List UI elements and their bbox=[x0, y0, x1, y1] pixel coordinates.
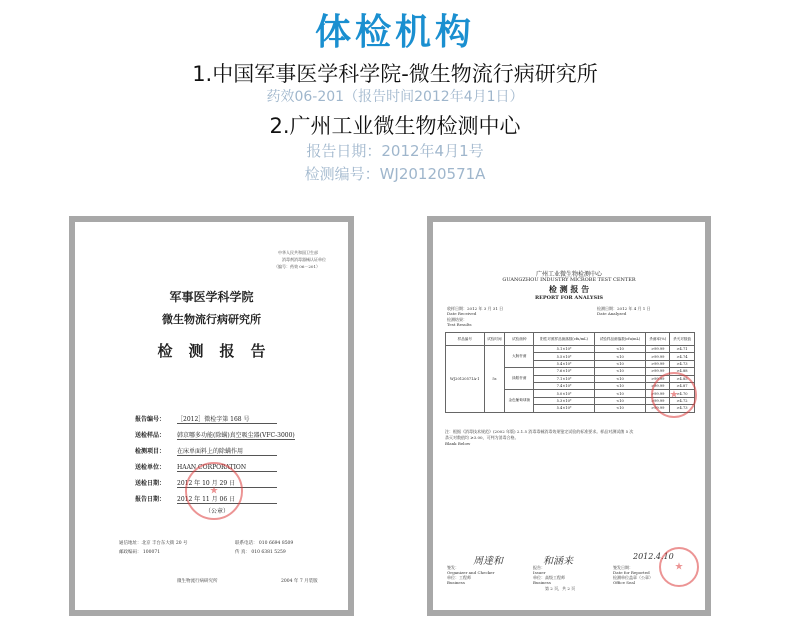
table-cell: <10 bbox=[594, 382, 646, 389]
table-cell: >4.72 bbox=[670, 397, 695, 404]
date-received-en: Date Received bbox=[447, 311, 477, 316]
contact-fax: 传 真： 010 6381 5259 bbox=[235, 550, 286, 555]
sig-unit-3: 检测单位盖章（公章） bbox=[613, 575, 653, 580]
signature-date: 2012.4.10 bbox=[633, 552, 674, 561]
red-seal-icon bbox=[651, 372, 697, 418]
table-cell: 5.0×10⁶ bbox=[534, 390, 594, 397]
table-row bbox=[446, 346, 695, 353]
contact-tel: 联系电话： 010 6694 8509 bbox=[235, 541, 294, 546]
table-cell: 7.1×10⁶ bbox=[534, 375, 594, 382]
sig-2-label: 报告： bbox=[533, 565, 545, 570]
table-cell: >4.85 bbox=[670, 375, 695, 382]
date-analyzed-en: Date Analyzed bbox=[597, 311, 627, 316]
table-cell: <10 bbox=[594, 405, 646, 412]
org2-name: 2.广州工业微生物检测中心 bbox=[269, 114, 521, 138]
cert-heading-1: 军事医学科学院 bbox=[169, 290, 254, 304]
table-header-row bbox=[446, 333, 695, 346]
table-cell: >99.99 bbox=[646, 382, 670, 389]
signature-2-icon: 和涵来 bbox=[543, 556, 573, 567]
cert-heading-2: 微生物流行病研究所 bbox=[162, 313, 261, 326]
sig-unit-2-en: Business bbox=[533, 580, 551, 585]
sig-3-en: Date for Reported bbox=[613, 570, 650, 575]
certificate-right bbox=[433, 222, 705, 610]
col-header: 杀菌率(%) bbox=[646, 333, 670, 346]
blank-below: Blank Below bbox=[445, 441, 471, 446]
table-cell: >99.99 bbox=[646, 346, 670, 353]
col-header: 试验时间 bbox=[484, 333, 505, 346]
table-cell: >99.99 bbox=[646, 397, 670, 404]
table-cell: 5.3×10⁶ bbox=[534, 397, 594, 404]
sig-unit-2: 单位：高级工程师 bbox=[533, 575, 565, 580]
footer-date: 2004 年 7 月装版 bbox=[281, 579, 318, 584]
table-cell: 7.6×10⁶ bbox=[534, 368, 594, 375]
table-cell: >99.99 bbox=[646, 360, 670, 367]
red-seal-icon bbox=[185, 462, 243, 520]
table-cell: >4.73 bbox=[670, 405, 695, 412]
table-cell: >4.88 bbox=[670, 368, 695, 375]
contact-zip: 邮政编码： 100071 bbox=[119, 550, 161, 555]
table-cell: 5.4×10⁶ bbox=[534, 405, 594, 412]
table-cell: <10 bbox=[594, 360, 646, 367]
strain-cell: 绿脓杆菌 bbox=[505, 368, 534, 390]
note-line-1: 注：根据《消毒技术规范》(2002 年版) 2.1.5 消毒毒械消毒效果鉴定试验的标准要求。样品对测试菌 5 次 bbox=[445, 429, 634, 434]
contact-address: 通信地址：北京 丰台东大街 20 号 bbox=[119, 541, 188, 546]
certificate-left bbox=[75, 222, 348, 610]
table-cell: <10 bbox=[594, 375, 646, 382]
table-cell: >4.70 bbox=[670, 390, 695, 397]
page-number: 第 2 页，共 2 页 bbox=[545, 586, 576, 591]
page-title: 体检机构 bbox=[314, 12, 475, 53]
field-report-no: 报告编号： ［2012］微检字第 168 号 bbox=[135, 414, 277, 424]
table-cell: >99.99 bbox=[646, 353, 670, 360]
org1-name: 1.中国军事医学科学院-微生物流行病研究所 bbox=[192, 62, 598, 86]
strain-cell: 大肠杆菌 bbox=[505, 346, 534, 368]
sig-1-label: 签发： bbox=[447, 565, 459, 570]
stamp-text: （公章） bbox=[205, 508, 230, 515]
report-title-en: REPORT FOR ANALYSIS bbox=[534, 295, 604, 301]
table-cell: 5.5×10⁶ bbox=[534, 353, 594, 360]
table-cell: <10 bbox=[594, 397, 646, 404]
red-seal-icon bbox=[659, 547, 699, 587]
col-header: 试验菌种 bbox=[505, 333, 534, 346]
certificate-right-frame bbox=[427, 216, 711, 616]
field-unit: 送检单位： HAAN CORPORATION bbox=[135, 462, 277, 472]
top-note-3: （编号：药效 06－201） bbox=[274, 264, 320, 269]
field-report-date: 报告日期： 2012 年 11 月 06 日 bbox=[135, 494, 277, 504]
sig-3-label: 签发日期： bbox=[613, 565, 633, 570]
table-cell: >4.87 bbox=[670, 382, 695, 389]
note-line-2: 杀灭对数值均 ≥3.00，可判为消毒合格。 bbox=[445, 435, 519, 440]
field-submit-date: 送检日期： 2012 年 10 月 29 日 bbox=[135, 478, 277, 488]
results-label: 检测结果： bbox=[447, 317, 467, 322]
sig-1-en: Organizer and Checker bbox=[447, 570, 495, 575]
results-label-en: Test Results bbox=[447, 322, 472, 327]
time-cell: 5s bbox=[484, 346, 505, 413]
top-note-1: 中华人民共和国卫生部 bbox=[278, 250, 318, 255]
date-analyzed: 检测日期：2012 年 4 月 1 日 bbox=[597, 306, 651, 311]
col-header: 样品编号 bbox=[446, 333, 485, 346]
col-header: 杀灭对数值 bbox=[670, 333, 695, 346]
table-cell: 5.1×10⁶ bbox=[534, 346, 594, 353]
field-item: 检测项目： 在床单面料上的除螨作用 bbox=[135, 446, 277, 456]
cert-heading-big: 检测报告 bbox=[157, 342, 282, 360]
col-header: 试验样品菌落数(cfu/mL) bbox=[594, 333, 646, 346]
sig-unit-1-en: Business bbox=[447, 580, 465, 585]
date-received: 收样日期：2012 年 3 月 31 日 bbox=[447, 306, 504, 311]
table-cell: 5.4×10⁶ bbox=[534, 360, 594, 367]
footer-org: 微生物流行病研究所 bbox=[177, 579, 218, 584]
table-cell: <10 bbox=[594, 353, 646, 360]
org2-report-number: 检测编号：WJ20120571A bbox=[304, 165, 486, 183]
col-header: 阳性对照样品菌落数(cfu/mL) bbox=[534, 333, 594, 346]
sig-2-en: Issuer bbox=[533, 570, 546, 575]
table-cell: >99.99 bbox=[646, 375, 670, 382]
signature-1-icon: 周達和 bbox=[473, 556, 503, 567]
certificate-left-frame bbox=[69, 216, 354, 616]
table-cell: >4.71 bbox=[670, 346, 695, 353]
strain-cell: 金色葡萄球菌 bbox=[505, 390, 534, 412]
table-cell: >4.74 bbox=[670, 353, 695, 360]
table-cell: <10 bbox=[594, 346, 646, 353]
report-org-en: GUANGZHOU INDUSTRY MICROBE TEST CENTER bbox=[502, 277, 636, 283]
table-cell: <10 bbox=[594, 368, 646, 375]
table-cell: >99.99 bbox=[646, 368, 670, 375]
sample-id-cell: WJ20120571A-1 bbox=[446, 346, 485, 413]
org2-report-date: 报告日期：2012年4月1号 bbox=[306, 142, 484, 160]
org1-subtitle: 药效06-201（报告时间2012年4月1日） bbox=[266, 89, 524, 105]
sig-unit-1: 单位：工程师 bbox=[447, 575, 471, 580]
report-title-cn: 检 测 报 告 bbox=[548, 284, 590, 294]
table-cell: >4.73 bbox=[670, 360, 695, 367]
table-cell: <10 bbox=[594, 390, 646, 397]
report-org-cn: 广州工业微生物检测中心 bbox=[535, 271, 602, 278]
field-sample: 送检样品： 韩京哪多功能(除螨)真空吸尘器(VFC-3000) bbox=[135, 432, 295, 439]
sig-unit-3-en: Office Seal bbox=[613, 580, 636, 585]
table-cell: >99.99 bbox=[646, 405, 670, 412]
table-cell: 7.4×10⁶ bbox=[534, 382, 594, 389]
top-note-2: 消毒剂消毒器械认证单位 bbox=[282, 257, 326, 262]
table-cell: >99.99 bbox=[646, 390, 670, 397]
